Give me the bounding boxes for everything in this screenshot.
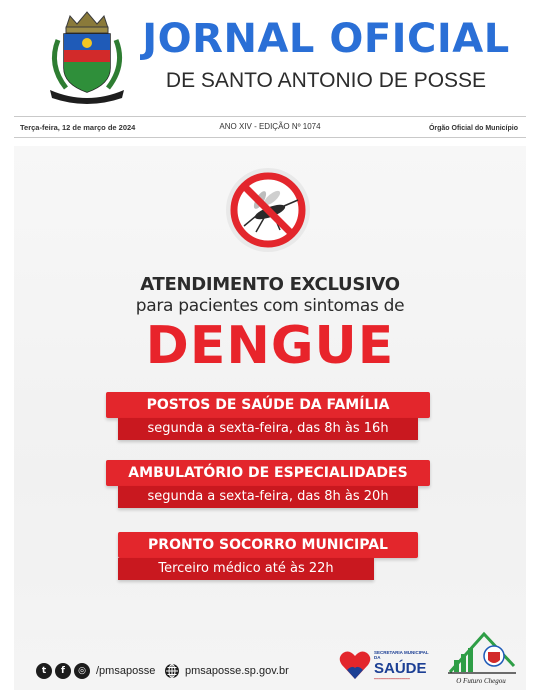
service-block-emergency — [14, 532, 526, 592]
newspaper-header — [0, 0, 540, 112]
social-links — [36, 662, 155, 680]
edition-number: ANO XIV - EDIÇÃO Nº 1074 — [219, 122, 321, 131]
health-department-rule: ━━━━━━━━━━━━━━━━━ — [374, 677, 410, 681]
edition-info-bar — [14, 116, 526, 138]
health-department-label: SECRETARIA MUNICIPAL DA — [374, 650, 429, 660]
service-hours: segunda a sexta-feira, das 8h às 16h — [118, 418, 418, 440]
globe-icon — [164, 663, 180, 679]
health-department-logo — [338, 648, 434, 684]
newspaper-subtitle: DE SANTO ANTONIO DE POSSE — [165, 69, 487, 92]
service-title: POSTOS DE SAÚDE DA FAMÍLIA — [106, 392, 430, 418]
website-url[interactable]: pmsaposse.sp.gov.br — [185, 665, 289, 677]
health-department-name: SAÚDE — [374, 660, 427, 677]
twitter-icon[interactable]: t — [36, 663, 52, 679]
city-slogan: O Futuro Chegou — [456, 677, 506, 685]
service-hours: segunda a sexta-feira, das 8h às 20h — [118, 486, 418, 508]
official-organ-label: Órgão Oficial do Município — [428, 125, 518, 132]
service-block-specialties — [14, 460, 526, 520]
headline-exclusive-service: ATENDIMENTO EXCLUSIVO — [140, 274, 400, 295]
heart-cross-icon — [338, 648, 372, 682]
service-block-family-health — [14, 392, 526, 452]
city-skyline-icon — [444, 626, 518, 676]
facebook-icon[interactable]: f — [55, 663, 71, 679]
website-link[interactable] — [164, 663, 289, 679]
instagram-icon[interactable]: ◎ — [74, 663, 90, 679]
city-slogan-logo — [444, 626, 518, 688]
headline-patients-symptoms: para pacientes com sintomas de — [135, 296, 405, 316]
service-title: PRONTO SOCORRO MUNICIPAL — [118, 532, 418, 558]
headline-dengue: DENGUE — [145, 316, 395, 376]
publication-date: Terça-feira, 12 de março de 2024 — [20, 123, 136, 132]
service-hours: Terceiro médico até às 22h — [118, 558, 374, 580]
newspaper-title: JORNAL OFICIAL — [142, 16, 510, 62]
municipal-crest-icon — [44, 10, 130, 104]
social-handle[interactable]: /pmsaposse — [96, 665, 156, 677]
dengue-poster — [14, 146, 526, 690]
service-title: AMBULATÓRIO DE ESPECIALIDADES — [106, 460, 430, 486]
no-mosquito-icon — [220, 160, 316, 256]
